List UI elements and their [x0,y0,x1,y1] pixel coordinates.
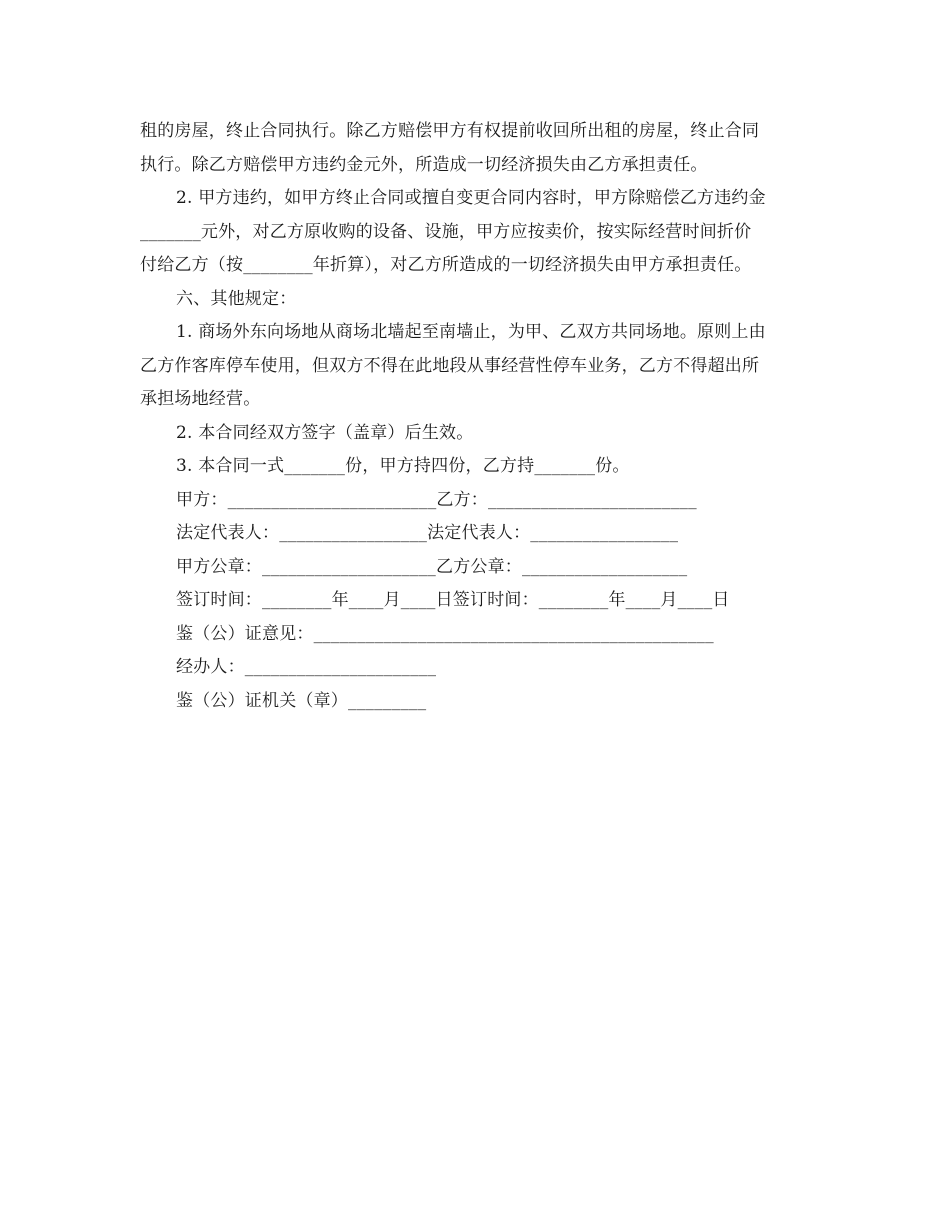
paragraph-line: 执行。除乙方赔偿甲方违约金元外，所造成一切经济损失由乙方承担责任。 [140,154,708,175]
paragraph-line: 乙方作客库停车使用，但双方不得在此地段从事经营性停车业务，乙方不得超出所 [140,355,760,376]
clause-2-line: 2. 本合同经双方签字（盖章）后生效。 [176,422,474,443]
contract-body [140,115,820,718]
paragraph-line: _______元外，对乙方原收购的设备、设施，甲方应按卖价，按实际经营时间折价 [140,221,752,242]
clause-3-line: 3. 本合同一式_______份，甲方持四份，乙方持_______份。 [176,456,630,476]
section-heading: 六、其他规定： [176,288,297,309]
legal-representative-row: 法定代表人：_________________法定代表人：_________________ [176,523,679,543]
notarization-opinion-row: 鉴（公）证意见：______________________________________________ [176,623,714,644]
clause-2-line: 2. 甲方违约，如甲方终止合同或擅自变更合同内容时，甲方除赔偿乙方违约金 [176,188,766,208]
notarization-authority-row: 鉴（公）证机关（章）_________ [176,690,427,711]
handler-row: 经办人：______________________ [176,657,437,677]
party-signature-row: 甲方：________________________乙方：________________________ [176,489,697,510]
official-seal-row: 甲方公章：____________________乙方公章：___________________ [176,556,688,577]
paragraph-line: 租的房屋，终止合同执行。除乙方赔偿甲方有权提前收回所出租的房屋，终止合同 [140,121,760,141]
signing-date-row: 签订时间：________年____月____日签订时间：________年____月____日 [176,590,730,610]
paragraph-line: 承担场地经营。 [140,389,261,409]
clause-1-line: 1. 商场外东向场地从商场北墙起至南墙止，为甲、乙双方共同场地。原则上由 [176,322,766,342]
paragraph-line: 付给乙方（按________年折算），对乙方所造成的一切经济损失由甲方承担责任。 [140,255,752,275]
